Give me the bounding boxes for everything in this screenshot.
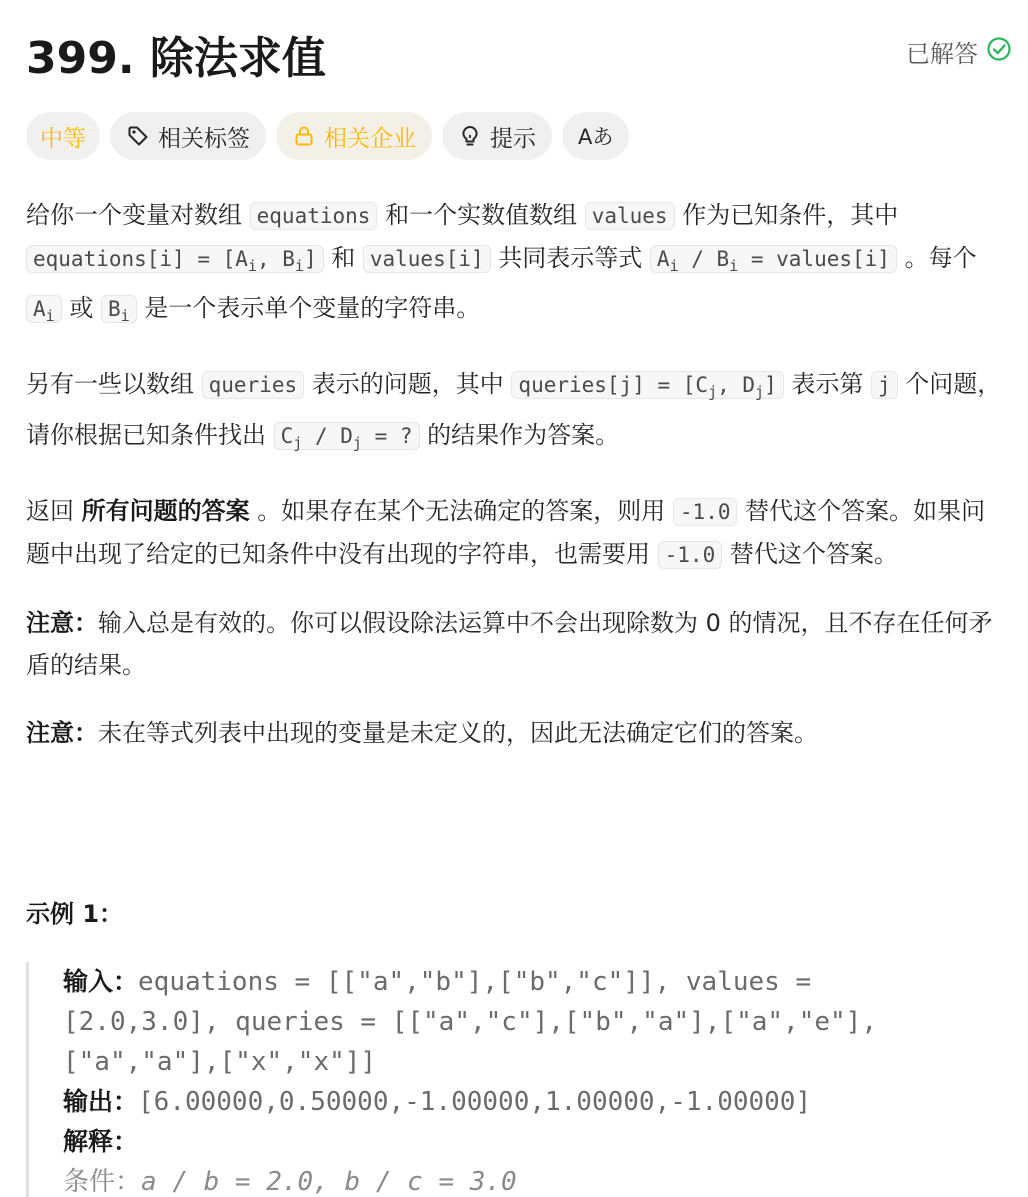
related-companies-label: 相关企业 — [324, 125, 416, 152]
hint-button[interactable] — [442, 112, 552, 160]
note-paragraph-2: 注意：未在等式列表中出现的变量是未定义的，因此无法确定它们的答案。 — [26, 718, 818, 747]
example-input-line-3: ["a","a"],["x","x"]] — [63, 1047, 377, 1077]
description-paragraph-2: 另有一些以数组 queries 表示的问题，其中 queries[j] = [$C_j$, $D_j$] 表示第 j 个问题，请你根据已知条件找出 $C_j / D_j$ = ? 的结果作为答案。 — [26, 370, 1002, 452]
inline-code: $C_j / D_j$ = ? — [274, 422, 420, 450]
lock-icon — [292, 124, 316, 148]
related-companies-button[interactable] — [276, 112, 432, 160]
inline-code: queries — [202, 371, 305, 399]
solved-status-label: 已解答 — [906, 40, 978, 68]
note-paragraph-1: 注意：输入总是有效的。你可以假设除法运算中不会出现除数为 0 的情况，且不存在任何矛盾的结果。 — [26, 608, 993, 679]
bold-text: 所有问题的答案 — [81, 496, 250, 525]
note-label: 注意： — [26, 608, 98, 637]
inline-code: equations — [250, 202, 378, 230]
inline-code: -1.0 — [658, 541, 723, 569]
tag-icon — [126, 124, 150, 148]
example-output-line: 输出：[6.00000,0.50000,-1.00000,1.00000,-1.00000] — [63, 1087, 812, 1117]
translate-button[interactable] — [562, 112, 629, 160]
output-label: 输出： — [63, 1087, 139, 1116]
page-title[interactable]: 399. 除法求值 — [26, 33, 326, 84]
inline-code: equations[i] = [$A_i$, $B_i$] — [26, 245, 324, 273]
inline-code: $A_i$ — [26, 295, 62, 323]
related-tags-button[interactable] — [110, 112, 266, 160]
tag-bar — [26, 112, 629, 160]
check-circle-icon — [986, 36, 1012, 68]
inline-code: $A_i / B_i$ = values[i] — [650, 245, 897, 273]
inline-code: values[i] — [363, 245, 491, 273]
translate-icon: Aあ — [578, 125, 614, 149]
example-title: 示例 1： — [26, 900, 124, 928]
example-explain-detail: 条件：a / b = 2.0, b / c = 3.0 — [63, 1167, 517, 1197]
example-explain-line — [63, 1122, 993, 1162]
example-input-line-1: 输入：equations = [["a","b"],["b","c"]], values = — [63, 967, 812, 997]
description-paragraph-3: 返回 所有问题的答案 。如果存在某个无法确定的答案，则用 -1.0 替代这个答案。如果问题中出现了给定的已知条件中没有出现的字符串，也需要用 -1.0 替代这个答案。 — [26, 496, 986, 568]
problem-content — [26, 194, 1004, 780]
difficulty-label: 中等 — [40, 125, 86, 152]
input-label: 输入： — [63, 967, 139, 996]
difficulty-badge — [26, 112, 100, 160]
inline-code: j — [871, 371, 898, 399]
inline-code: values — [585, 202, 675, 230]
inline-code: $B_i$ — [101, 295, 137, 323]
solved-status — [906, 34, 1012, 69]
example-input-line-2: [2.0,3.0], queries = [["a","c"],["b","a"],["a","e"], — [63, 1007, 877, 1037]
example-block — [26, 962, 993, 1197]
description-paragraph-1: 给你一个变量对数组 equations 和一个实数值数组 values 作为已知条件，其中 equations[i] = [$A_i$, $B_i$] 和 values[i] 共同表示等式 $A_i / B_i$ = values[i] 。每个 $A_i$ 或 $B_i$ 是一个表示单个变量的字符串。 — [26, 201, 977, 326]
note-label: 注意： — [26, 718, 98, 747]
inline-code: -1.0 — [673, 498, 738, 526]
lightbulb-icon — [458, 124, 482, 148]
title-row — [26, 22, 1012, 84]
explain-label: 解释： — [63, 1127, 139, 1156]
inline-code: queries[j] = [$C_j$, $D_j$] — [511, 371, 783, 399]
hint-label: 提示 — [490, 125, 536, 152]
related-tags-label: 相关标签 — [158, 125, 250, 152]
